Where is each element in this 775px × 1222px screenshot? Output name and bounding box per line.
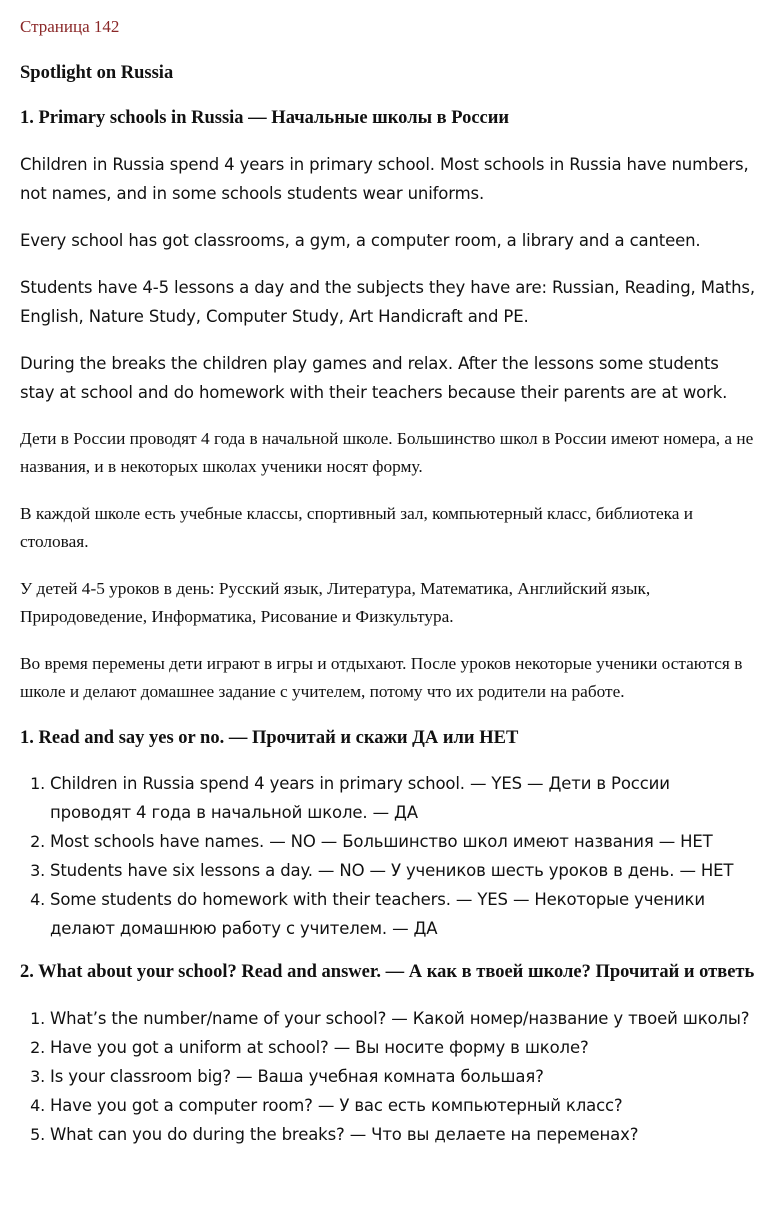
exercise-2-list: [20, 1004, 755, 1149]
list-item: 5. What can you do during the breaks? — Что вы делаете на переменах?: [50, 1120, 755, 1149]
list-item: 4. Some students do homework with their teachers. — YES — Некоторые ученики делают домашнюю работу с учителем. — ДА: [50, 885, 755, 943]
list-item: 1. Children in Russia spend 4 years in primary school. — YES — Дети в России проводят 4 года в начальной школе. — ДА: [50, 769, 755, 827]
list-item: 2. Most schools have names. — NO — Большинство школ имеют названия — НЕТ: [50, 827, 755, 856]
list-item: 1. What’s the number/name of your school? — Какой номер/название у твоей школы?: [50, 1004, 755, 1033]
page-title: Spotlight on Russia: [20, 63, 174, 83]
english-paragraph: Children in Russia spend 4 years in primary school. Most schools in Russia have numbers, not names, and in some schools students wear uniforms.: [20, 155, 749, 203]
russian-paragraph: Дети в России проводят 4 года в начальной школе. Большинство школ в России имеют номера, а не названия, и в некоторых школах ученики носят форму.: [20, 429, 754, 476]
list-item: 4. Have you got a computer room? — У вас есть компьютерный класс?: [50, 1091, 755, 1120]
exercise-2-heading: 2. What about your school? Read and answer. — А как в твоей школе? Прочитай и ответь: [20, 962, 755, 982]
page-content: [0, 14, 755, 1149]
list-item: 2. Have you got a uniform at school? — Вы носите форму в школе?: [50, 1033, 755, 1062]
russian-paragraph: У детей 4-5 уроков в день: Русский язык, Литература, Математика, Английский язык, Природоведение, Информатика, Рисование и Физкультура.: [20, 579, 651, 626]
section-heading-primary-schools: 1. Primary schools in Russia — Начальные школы в России: [20, 108, 510, 128]
russian-paragraph: В каждой школе есть учебные классы, спортивный зал, компьютерный класс, библиотека и столовая.: [20, 504, 693, 551]
page-number-label: Страница 142: [20, 17, 120, 36]
english-paragraph: Every school has got classrooms, a gym, a computer room, a library and a canteen.: [20, 231, 701, 250]
exercise-1-list: [20, 769, 755, 943]
russian-paragraph: Во время перемены дети играют в игры и отдыхают. После уроков некоторые ученики остаются в школе и делают домашнее задание с учителем, потому что их родители на работе.: [20, 654, 743, 701]
english-paragraph: Students have 4-5 lessons a day and the subjects they have are: Russian, Reading, Maths, English, Nature Study, Computer Study, Art Handicraft and PE.: [20, 278, 755, 326]
list-item: 3. Is your classroom big? — Ваша учебная комната большая?: [50, 1062, 755, 1091]
exercise-1-heading: 1. Read and say yes or no. — Прочитай и скажи ДА или НЕТ: [20, 728, 519, 748]
list-item: 3. Students have six lessons a day. — NO — У учеников шесть уроков в день. — НЕТ: [50, 856, 755, 885]
english-paragraph: During the breaks the children play games and relax. After the lessons some students stay at school and do homework with their teachers because their parents are at work.: [20, 354, 728, 402]
